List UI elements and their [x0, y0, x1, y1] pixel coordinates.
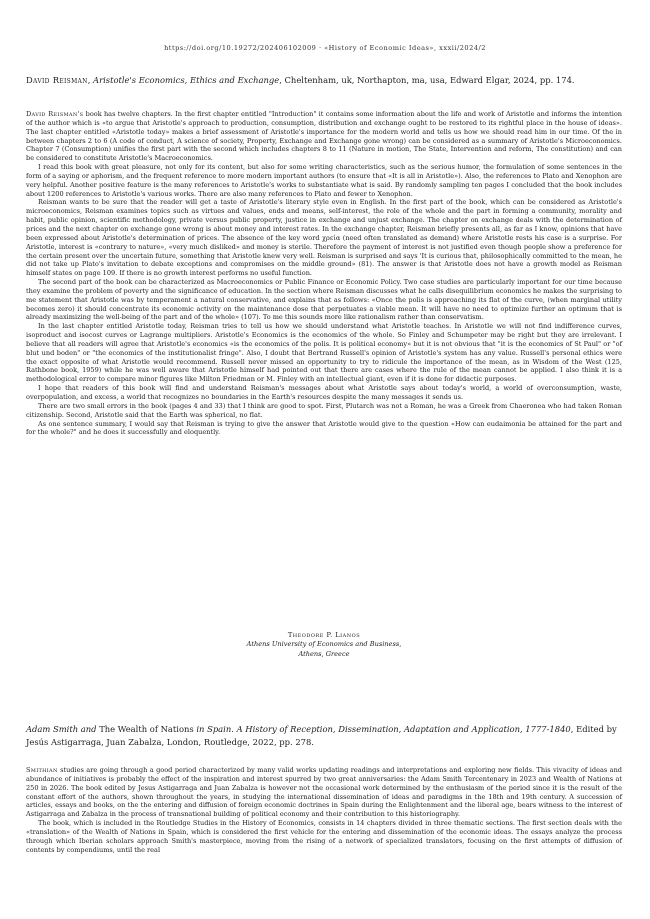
running-head[interactable]: https://doi.org/10.19272/202406102009 · «History of Economic Ideas», xxxii/2024/2	[164, 44, 486, 52]
review1-author: David Reisman	[26, 75, 88, 85]
review2-lead-in: Smithian	[26, 766, 58, 774]
review1-book-title: Aristotle's Economics, Ethics and Exchange	[93, 75, 280, 85]
reviewer-city: Athens, Greece	[298, 649, 350, 658]
review1-paragraph-4: The second part of the book can be characterized as Macroeconomics or Public Finance or Economic Policy. Two case studies are particularly important for our time because they examine the problem of poverty and the significance of education. In the section where Reisman discusses what he calls disequilibrium economics he makes the surprising to me statement that Aristotle was by temperament a natural conservative, and explains that as follows: «Once the polis is approaching its flat of the curve, (when marginal utility becomes zero) it should concentrate its economic activity on the maintenance dose that perpetuates a viable mean. It will have no need to optimize further an optimum that is already maximizing the well-being of the part and of the whole» (107). To me this sounds more like rationalism rather than conservatism.	[26, 278, 622, 322]
reviewer-name: Theodore P. Lianos	[287, 631, 361, 639]
review1-paragraph-2: I read this book with great pleasure, not only for its content, but also for some writing characteristics, such as the serious humor, the formulation of some sentences in the form of a saying or aphorism, and the frequent reference to more modern important authors (to ensure that «It is all in Aristotle»). Also, the references to Plato and Xenophon are very helpful. Another positive feature is the many references to Aristotle's works to substantiate what is said. By randomly sampling ten pages I concluded that the book includes about 1200 references to Aristotle's various works. There are also many references to Plato and fewer to Xenophon.	[26, 163, 622, 198]
review2-body	[26, 766, 622, 854]
review2-publication: , Edited by Jesús Astigarraga, Juan Zabalza, London, Routledge, 2022, pp. 278.	[26, 724, 617, 747]
review1-body	[26, 110, 622, 437]
review1-paragraph-1: David Reisman's book has twelve chapters. In the first chapter entitled "Introduction" it contains some information about the life and work of Aristotle and informs the intention of the author which is «to argue that Aristotle's approach to production, consumption, distribution and exchange ought to be restored to its rightful place in the house of ideas». The last chapter entitled «Aristotle today» makes a brief assessment of Aristotle's importance for the modern world and tells us how we should read him in our time. Of the in between chapters 2 to 6 (A code of conduct, A science of society, Property, Exchange and Exchange gone wrong) can be considered as a summary of Aristotle's Microeconomics. Chapter 7 (Consumption) unifies the first part with the second which includes chapters 8 to 11 (Nature in motion, The State, Intervention and reform, The constitution) and can be considered to constitute Aristotle's Macroeconomics.	[26, 110, 622, 163]
review1-paragraph-5: In the last chapter entitled Aristotle today, Reisman tries to tell us how we should understand what Aristotle teaches. In Aristotle we will not find indifference curves, isoproduct and isocost curves or Lagrange multipliers. Aristotle's Economics is the economics of the whole. So Finley and Schumpeter may be right but they are irrelevant. I believe that all readers will agree that Aristotle's economics «is the economics of the polis. It is political economy» but it is not obvious that "it is the economics of St Paul" or "of blut und boden" or "the economics of the institutionalist fringe". Also, I doubt that Bertrand Russell's opinion of Aristotle's system has any value. Russell's personal ethics were the exact opposite of what Aristotle would recommend. Russell never missed an opportunity to try to ridicule the importance of the mean, as in Wisdom of the West (125, Rathbone book, 1959) while he was well aware that Aristotle himself had pointed out that there are cases where the rule of the mean cannot be applied. I also think it is a methodological error to compare minor figures like Milton Friedman or M. Finley with an intellectual giant, even if it is done for didactic purposes.	[26, 322, 622, 384]
review1-publication: , Cheltenham, uk, Northapton, ma, usa, Edward Elgar, 2024, pp. 174.	[279, 75, 575, 85]
review2-paragraph-2: The book, which is included in the Routledge Studies in the History of Economics, consists in 14 chapters divided in three thematic sections. The first section deals with the «translation» of the Wealth of Nations in Spain, which is considered the first vehicle for the entering and dissemination of the economic ideas. The essays analyze the process through which Iberian scholars approach Smith's masterpiece, moving from the rising of a network of specialized translators, focusing on the first attempts of diffusion of contents by compendiums, until the real	[26, 819, 622, 854]
review1-signature	[26, 631, 622, 659]
review1-reference: David Reisman, Aristotle's Economics, Ethics and Exchange, Cheltenham, uk, Northapton, ma, usa, Edward Elgar, 2024, pp. 174.	[26, 75, 575, 85]
review1-paragraph-8: As one sentence summary, I would say that Reisman is trying to give the answer that Aristotle would give to the question «How can eudaimonia be attained for the part and for the whole?" and he does it successfully and eloquently.	[26, 419, 622, 437]
review1-paragraph-6: I hope that readers of this book will find and understand Reisman's messages about what Aristotle says about today's world, a world of overconsumption, waste, overpopulation, and excess, a world that recognizes no boundaries in the Earth's resources despite the many messages it sends us.	[26, 384, 622, 401]
reviewer-affiliation: Athens University of Economics and Business,	[246, 640, 402, 649]
review2-paragraph-1: Smithian studies are going through a good period characterized by many valid works updating readings and interpretations and exploring new fields. This vivacity of ideas and abundance of initiatives is probably the effect of the inspiration and interest spurred by two great anniversaries: the Adam Smith Tercentenary in 2023 and Wealth of Nations at 250 in 2026. The book edited by Jesus Astigarraga and Juan Zabalza is however not the occasional work determined by the enthusiasm of the period since it is the result of the constant effort of the authors, shown throughout the years, in studying the international dissemination of ideas and paradigms in the 18th and 19th century. A succession of articles, essays and books, on the the entering and diffusion of foreign economic doctrines in Spain during the Enlightenment and the liberal age, bears witness to the interest of Astigarraga and Zabalza in the process of transnational building of political economy and their contribution to this historiography.	[26, 766, 622, 819]
review2-reference: Adam Smith and The Wealth of Nations in Spain. A History of Reception, Dissemination, Adaptation and Application, 1777-1840, Edited by Jesús Astigarraga, Juan Zabalza, London, Routledge, 2022, pp. 278.	[26, 724, 617, 747]
review1-lead-in: David Reisman's	[26, 110, 84, 118]
review1-paragraph-7: There are two small errors in the book (pages 4 and 33) that I think are good to spot. First, Plutarch was not a Roman, he was a Greek from Chaeronea who had taken Roman citizenship. Second, Aristotle said that the Earth was spherical, no flat.	[26, 401, 622, 419]
review1-paragraph-3: Reisman wants to be sure that the reader will get a taste of Aristotle's literary style even in English. In the first part of the book, which can be considered as Aristotle's microeconomics, Reisman examines topics such as virtues and values, ends and means, self-interest, the role of the whole and the part in forming a community, morality and habit, public opinion, scientific methodology, private versus public property, justice in exchange and unjust exchange. The chapter on exchange deals with the determination of prices and the next chapter on exchange gone wrong is about money and interest rates. In the exchange chapter, Reisman briefly presents all, as far as I know, opinions that have been expressed about Aristotle's determination of prices. The absence of the key word χρεία (need often translated as demand) where Aristotle rests his case is a surprise. For Aristotle, interest is «contrary to nature», «very much disliked» and money is sterile. Therefore the payment of interest is not justified even though people show a preference for the certain present over the uncertain future, something that Aristotle knew very well. Reisman is surprised and says 'It is curious that, philosophically committed to the mean, he did not take up Plato's invitation to debate exceptions and compromises on the middle ground» (81). The answer is that Aristotle does not have a growth model as Reisman himself states on page 109. If there is no growth interest performs no useful function.	[26, 198, 622, 278]
review2-wealth-of-nations: The Wealth of Nations	[99, 724, 194, 734]
